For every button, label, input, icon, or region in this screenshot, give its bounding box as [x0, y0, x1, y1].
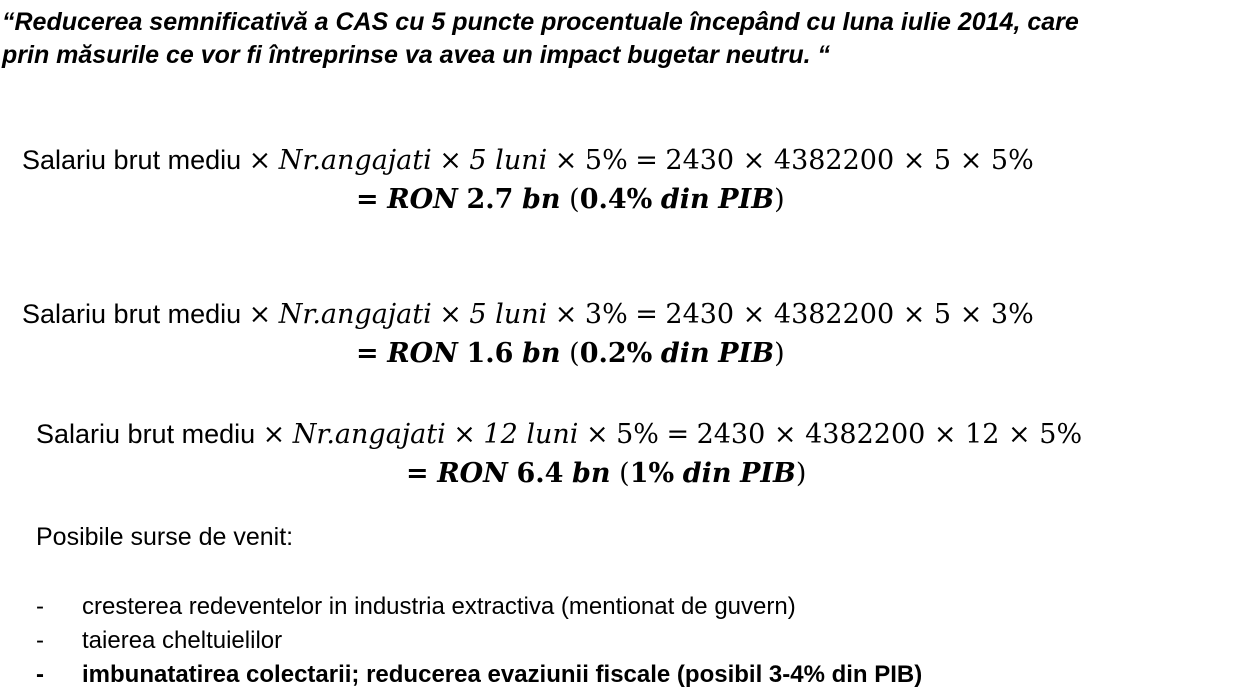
employees-variable: Nr.angajati — [278, 145, 432, 176]
result-open-paren: ( — [619, 458, 630, 489]
dash-bullet: - — [36, 593, 44, 620]
result-equals: = — [356, 338, 379, 369]
result-unit: bn — [522, 338, 561, 369]
equals-sign: = — [666, 419, 690, 450]
formula-label: Salariu brut mediu — [22, 145, 242, 175]
result-equals: = — [406, 458, 429, 489]
list-item-text: taierea cheltuielilor — [82, 627, 283, 654]
percent-term: 5% — [584, 145, 628, 176]
employees-variable: Nr.angajati — [292, 419, 446, 450]
list-item — [36, 624, 922, 658]
calculation: 2430 × 4382200 × 5 × 5% — [665, 145, 1034, 176]
times-sign: × — [248, 145, 272, 176]
result-value: 6.4 — [516, 458, 564, 489]
result-close-paren: ) — [774, 184, 785, 215]
result-currency: RON — [387, 184, 458, 215]
formula-label: Salariu brut mediu — [22, 299, 242, 329]
months-term: 12 luni — [483, 419, 579, 450]
result-open-paren: ( — [569, 184, 580, 215]
months-term: 5 luni — [469, 299, 548, 330]
quote-line-2: prin măsurile ce vor fi întreprinse va avea un impact bugetar neutru. “ — [2, 41, 831, 69]
formula-label: Salariu brut mediu — [36, 419, 256, 449]
result-din: din — [660, 338, 710, 369]
formula-1-result — [356, 186, 785, 213]
result-pib: PIB — [718, 338, 775, 369]
calculation: 2430 × 4382200 × 12 × 5% — [696, 419, 1083, 450]
result-equals: = — [356, 184, 379, 215]
formula-3-line — [36, 421, 1082, 448]
percent-term: 3% — [584, 299, 628, 330]
result-currency: RON — [437, 458, 508, 489]
result-din: din — [682, 458, 732, 489]
formula-2-result — [356, 340, 785, 367]
list-item-text: imbunatatirea colectarii; reducerea evaziunii fiscale (posibil 3-4% din PIB) — [82, 661, 923, 688]
result-value: 2.7 — [466, 184, 514, 215]
dash-bullet: - — [36, 627, 44, 654]
result-currency: RON — [387, 338, 458, 369]
times-sign: × — [554, 299, 578, 330]
times-sign: × — [554, 145, 578, 176]
result-percent: 0.2% — [579, 338, 653, 369]
percent-term: 5% — [616, 419, 659, 450]
result-percent: 0.4% — [579, 184, 653, 215]
result-open-paren: ( — [569, 338, 580, 369]
result-unit: bn — [522, 184, 561, 215]
times-sign: × — [262, 419, 286, 450]
times-sign: × — [439, 145, 462, 176]
list-item — [36, 590, 922, 624]
months-term: 5 luni — [469, 145, 548, 176]
dash-bullet: - — [36, 661, 44, 688]
equals-sign: = — [635, 299, 658, 330]
calculation: 2430 × 4382200 × 5 × 3% — [665, 299, 1034, 330]
result-pib: PIB — [740, 458, 796, 489]
list-item-text: cresterea redeventelor in industria extractiva (mentionat de guvern) — [82, 593, 796, 620]
result-pib: PIB — [718, 184, 775, 215]
result-close-paren: ) — [774, 338, 785, 369]
quote-line-1: “Reducerea semnificativă a CAS cu 5 puncte procentuale începând cu luna iulie 2014, care — [2, 8, 1079, 36]
result-percent: 1% — [629, 458, 675, 489]
formula-2-line — [22, 301, 1034, 328]
result-close-paren: ) — [795, 458, 807, 489]
times-sign: × — [585, 419, 609, 450]
sources-heading: Posibile surse de venit: — [36, 523, 294, 551]
equals-sign: = — [635, 145, 658, 176]
formula-3-result — [406, 460, 806, 487]
formula-1-line — [22, 147, 1034, 174]
times-sign: × — [453, 419, 476, 450]
list-item — [36, 658, 922, 692]
times-sign: × — [439, 299, 462, 330]
result-value: 1.6 — [466, 338, 514, 369]
result-unit: bn — [572, 458, 611, 489]
times-sign: × — [248, 299, 272, 330]
sources-list — [36, 590, 922, 692]
result-din: din — [660, 184, 710, 215]
employees-variable: Nr.angajati — [278, 299, 432, 330]
